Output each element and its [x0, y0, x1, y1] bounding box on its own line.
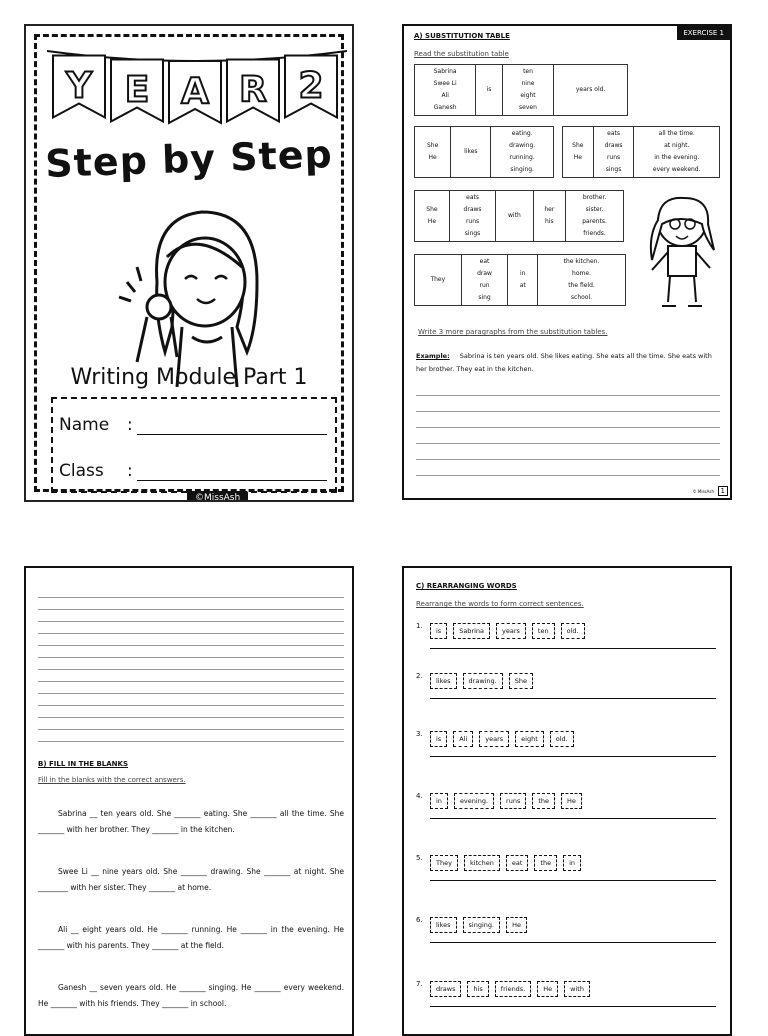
t3-times: all the time. at night. in the evening. every weekend. [634, 127, 720, 178]
writing-line[interactable] [38, 682, 344, 694]
word-boxes [430, 912, 533, 933]
word-boxes [430, 850, 587, 871]
writing-line[interactable] [38, 634, 344, 646]
word-box[interactable]: He [506, 917, 527, 933]
t4-people: brother. sister. parents. friends. [566, 191, 624, 242]
answer-line[interactable] [430, 818, 716, 819]
bunting-letter: Y [65, 65, 93, 107]
word-boxes [430, 618, 591, 639]
bunting-letter: 2 [298, 65, 324, 107]
item-number: 1. [416, 622, 423, 630]
word-box[interactable]: singing. [463, 917, 501, 933]
t1-tail: years old. [554, 65, 628, 116]
writing-line[interactable] [416, 442, 720, 444]
read-instruction: Read the substitution table [414, 50, 509, 58]
class-colon: : [127, 461, 133, 481]
writing-line[interactable] [38, 610, 344, 622]
word-box[interactable]: likes [430, 673, 457, 689]
word-box[interactable]: years [496, 623, 526, 639]
word-box[interactable]: Sabrina [453, 623, 490, 639]
module-title: Writing Module Part 1 [70, 365, 308, 390]
bunting-letter: A [181, 71, 209, 112]
t5-places: the kitchen. home. the field. school. [538, 255, 626, 306]
bunting-letter: E [124, 69, 150, 111]
section-c-title: C) REARRANGING WORDS [416, 582, 517, 590]
word-box[interactable]: in [563, 855, 581, 871]
writing-line[interactable] [38, 670, 344, 682]
example-label: Example: [416, 352, 450, 360]
t1-numbers: ten nine eight seven [502, 65, 553, 116]
word-boxes [430, 976, 596, 997]
name-row [59, 415, 329, 437]
writing-line[interactable] [416, 394, 720, 396]
example-paragraph [416, 350, 716, 376]
writing-line[interactable] [38, 622, 344, 634]
word-box[interactable]: old. [550, 731, 574, 747]
t5-preps: in at [508, 255, 538, 306]
word-box[interactable]: He [561, 793, 582, 809]
word-box[interactable]: eight [515, 731, 544, 747]
answer-line[interactable] [430, 756, 716, 757]
word-box[interactable]: the [534, 855, 557, 871]
substitution-table-2 [414, 126, 554, 178]
writing-line[interactable] [38, 658, 344, 670]
word-box[interactable]: runs [500, 793, 526, 809]
credit-badge: ©MissAsh [187, 491, 248, 502]
word-box[interactable]: old. [561, 623, 585, 639]
t2-objects: eating. drawing. running. singing. [491, 127, 554, 178]
answer-line[interactable] [430, 1006, 716, 1007]
t1-subjects: Sabrina Swee Li Ali Ganesh [415, 65, 476, 116]
writing-line[interactable] [38, 730, 344, 742]
fill-paragraph-1[interactable]: Sabrina __ ten years old. She _______ eating. She _______ all the time. She _______ with her brother. They _______ in the kitchen. [38, 809, 344, 834]
writing-line[interactable] [38, 718, 344, 730]
word-box[interactable]: with [564, 981, 590, 997]
t5-verbs: eat draw run sing [461, 255, 508, 306]
word-boxes [430, 668, 539, 689]
class-label: Class [59, 461, 104, 481]
t3-subjects: She He [563, 127, 594, 178]
substitution-table-5 [414, 254, 626, 306]
class-row [59, 461, 329, 483]
word-box[interactable]: Ali [453, 731, 473, 747]
word-boxes [430, 788, 588, 809]
word-box[interactable]: in [430, 793, 448, 809]
exercise-page [402, 24, 732, 500]
writing-line[interactable] [416, 426, 720, 428]
t4-subjects: She He [415, 191, 450, 242]
rearrange-page [402, 566, 732, 1036]
writing-line[interactable] [38, 646, 344, 658]
writing-line[interactable] [38, 598, 344, 610]
fill-paragraph-3[interactable]: Ali __ eight years old. He _______ running. He _______ in the evening. He _______ with his parents. They _______ at the field. [38, 925, 344, 950]
example-text: Sabrina is ten years old. She likes eating. She eats all the time. She eats with her brother. They eat in the kitchen. [416, 352, 712, 373]
substitution-table-3 [562, 126, 720, 178]
rearrange-instruction: Rearrange the words to form correct sentences. [416, 600, 584, 608]
item-number: 2. [416, 672, 423, 680]
answer-line[interactable] [430, 880, 716, 881]
writing-line[interactable] [416, 410, 720, 412]
substitution-table-4 [414, 190, 624, 242]
word-box[interactable]: the [532, 793, 555, 809]
writing-lines [38, 586, 344, 742]
t3-verbs: eats draws runs sings [593, 127, 634, 178]
word-box[interactable]: draws [430, 981, 461, 997]
name-class-box [51, 397, 337, 493]
answer-line[interactable] [430, 942, 716, 943]
t5-subject: They [415, 255, 462, 306]
item-number: 5. [416, 854, 423, 862]
word-box[interactable]: He [537, 981, 558, 997]
section-a-title: A) SUBSTITUTION TABLE [414, 32, 510, 40]
bunting-letter: R [239, 69, 267, 111]
word-box[interactable]: evening. [454, 793, 494, 809]
name-label: Name [59, 415, 110, 435]
write-instruction: Write 3 more paragraphs from the substitution tables. [418, 328, 608, 336]
fill-paragraph-4[interactable]: Ganesh __ seven years old. He _______ singing. He _______ every weekend. He _______ with his friends. They _______ in school. [38, 983, 344, 1008]
t1-verb: is [476, 65, 502, 116]
t4-with: with [496, 191, 533, 242]
word-box[interactable]: kitchen [464, 855, 500, 871]
footer-credit: © MissAsh [692, 489, 714, 494]
t2-verb: likes [451, 127, 491, 178]
writing-line[interactable] [38, 706, 344, 718]
item-number: 6. [416, 916, 423, 924]
word-box[interactable]: friends. [495, 981, 531, 997]
writing-line[interactable] [38, 586, 344, 598]
word-box[interactable]: She [509, 673, 533, 689]
word-box[interactable]: drawing. [463, 673, 503, 689]
cover-page [24, 24, 354, 502]
word-box[interactable]: is [430, 623, 447, 639]
word-boxes [430, 726, 580, 747]
writing-line[interactable] [38, 694, 344, 706]
fill-blanks-page [24, 566, 354, 1036]
section-b-title: B) FILL IN THE BLANKS [38, 760, 129, 768]
answer-line[interactable] [430, 698, 716, 699]
cover-dashed-frame [34, 34, 344, 502]
word-box[interactable]: eat [506, 855, 529, 871]
girl-illustration [97, 187, 297, 387]
item-number: 4. [416, 792, 423, 800]
t4-verbs: eats draws runs sings [449, 191, 495, 242]
word-box[interactable]: They [430, 855, 458, 871]
name-colon: : [127, 415, 133, 435]
t4-poss: her his [533, 191, 566, 242]
word-box[interactable]: likes [430, 917, 457, 933]
item-number: 3. [416, 730, 423, 738]
word-box[interactable]: is [430, 731, 447, 747]
page-number: 1 [718, 486, 728, 496]
writing-line[interactable] [416, 474, 720, 476]
t2-subjects: She He [415, 127, 451, 178]
cover-title: Step by Step [44, 131, 334, 187]
word-box[interactable]: his [467, 981, 488, 997]
substitution-table-1 [414, 64, 628, 116]
class-field[interactable] [137, 479, 327, 481]
writing-line[interactable] [416, 458, 720, 460]
fill-paragraph-2[interactable]: Swee Li __ nine years old. She _______ drawing. She _______ at night. She ________ with her sister. They _______ at home. [38, 867, 344, 892]
word-box[interactable]: years [479, 731, 509, 747]
item-number: 7. [416, 980, 423, 988]
fill-instruction: Fill in the blanks with the correct answers. [38, 776, 186, 784]
exercise-tag: EXERCISE 1 [677, 26, 730, 40]
word-box[interactable]: ten [532, 623, 555, 639]
answer-line[interactable] [430, 648, 716, 649]
child-illustration [640, 190, 722, 314]
name-field[interactable] [137, 433, 327, 435]
